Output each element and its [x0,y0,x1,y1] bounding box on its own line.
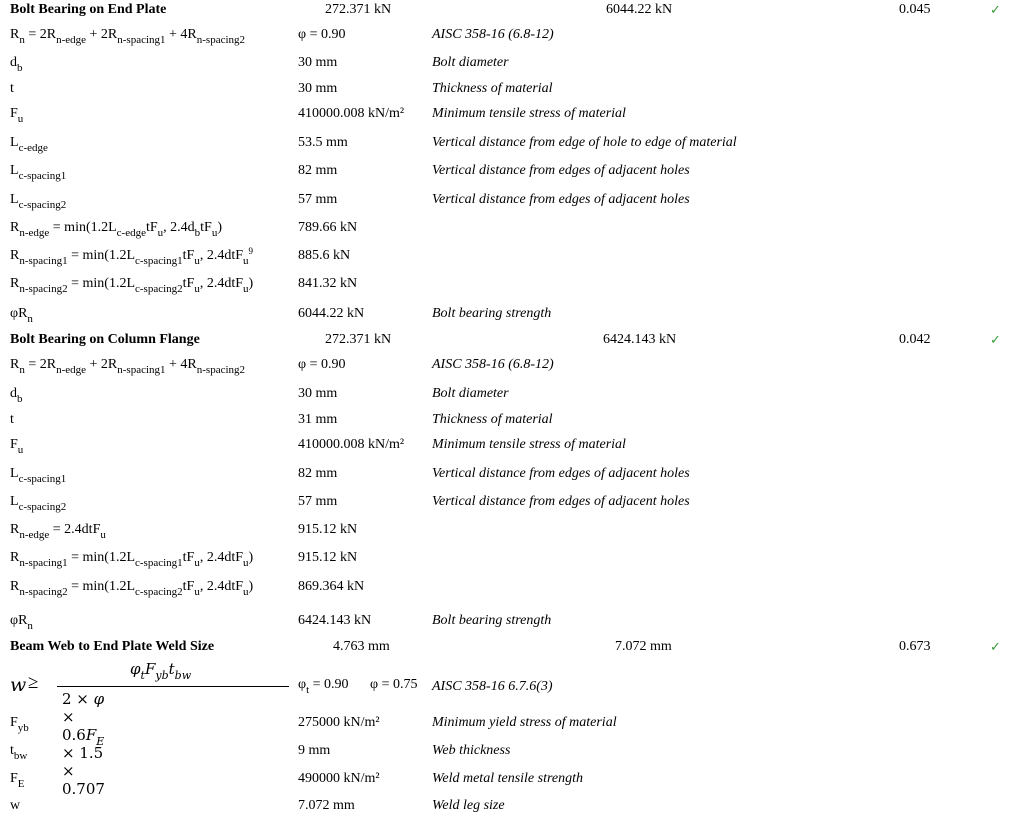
param-row [0,53,1019,79]
param-row [0,218,1019,244]
param-symbol: $\varphi R_n$ [10,306,33,325]
ratio-value: 0.042 [899,332,931,347]
param-value: 53.5 mm [298,135,348,150]
param-row [0,520,1019,546]
formula-expression: $R_n = 2R_{n-edge} + 2R_{n-spacing1} + 4R_{n-spacing2}$ [10,27,246,46]
param-value: 30 mm [298,386,338,401]
param-description: Vertical distance from edge of hole to edge of material [432,135,737,150]
param-value: 30 mm [298,55,338,70]
param-description: Vertical distance from edges of adjacent holes [432,163,690,178]
param-row [0,741,1019,767]
formula-row: w ≥ $\varphi_tF_{yb}t_{bw}$ $2 \times \varphi \times 0.6F_E \times 1.5 \times 0.707$ $\varphi_t = 0.90$ φ = 0.75 AISC 358-16 6.7.6(3) [10,660,553,798]
param-symbol: t [10,412,14,427]
formula-row [0,355,1019,381]
param-symbol: $\varphi R_n$ [10,613,33,632]
section-header-end-plate [0,0,1019,26]
param-description: Vertical distance from edges of adjacent holes [432,192,690,207]
param-description: Weld leg size [432,798,505,813]
param-row [0,384,1019,410]
param-description: Web thickness [432,743,511,758]
param-description: Minimum tensile stress of material [432,437,626,452]
param-row [0,492,1019,518]
param-symbol: t [10,81,14,96]
param-value: 57 mm [298,192,338,207]
equation-rn-spacing2: $R_{n-spacing2} = \min(1.2L_{c-spacing2}tF_u$, 2.4dtF$_u$) [10,276,254,295]
capacity-value: 7.072 mm [615,639,672,654]
param-description: Thickness of material [432,412,553,427]
formula-row [0,25,1019,51]
param-symbol: $L_{c-spacing2}$ [10,494,67,513]
equation-rn-spacing1: $R_{n-spacing1} = \min(1.2L_{c-spacing1}tF_u$, 2.4dtF$_u$) [10,550,254,569]
equation-rn-edge: $R_{n-edge} = \min(1.2L_{c-edge}tF_u$, $2.4d_btF_u$) [10,220,223,239]
param-row [0,435,1019,461]
param-description: Bolt bearing strength [432,306,552,321]
code-reference: AISC 358-16 6.7.6(3) [432,679,553,694]
equation-rn-edge: $R_{n-edge} = 2.4dtF_u$ [10,522,106,541]
param-description: Minimum yield stress of material [432,715,617,730]
param-value: 6424.143 kN [298,613,372,628]
param-symbol: $d_b$ [10,55,23,74]
param-row [0,190,1019,216]
param-value: 82 mm [298,163,338,178]
phi-value: φ = 0.90 [298,357,346,372]
section-header-column-flange [0,330,1019,356]
param-row [0,796,1019,822]
param-row [0,577,1019,603]
section-title: Beam Web to End Plate Weld Size [10,639,215,654]
param-description: Bolt bearing strength [432,613,552,628]
phi-value: φ = 0.90 [298,27,346,42]
param-symbol: $d_b$ [10,386,23,405]
param-row [0,304,1019,330]
demand-value: 272.371 kN [325,332,392,347]
param-symbol: $F_u$ [10,437,24,456]
ratio-value: 0.045 [899,2,931,17]
equation-rn-spacing1: $R_{n-spacing1} = \min(1.2L_{c-spacing1}tF_u$, 2.4dtF$_u^9$ [10,246,254,267]
param-value: 410000.008 kN/m² [298,437,405,452]
param-row [0,713,1019,739]
param-value: 410000.008 kN/m² [298,106,405,121]
param-value: 57 mm [298,494,338,509]
param-value: 7.072 mm [298,798,355,813]
capacity-value: 6044.22 kN [606,2,673,17]
param-row [0,548,1019,574]
param-symbol: $F_E$ [10,771,25,790]
phi-t-value: $\varphi_t = 0.90$ [298,677,349,696]
param-row [0,161,1019,187]
param-symbol: $L_{c-spacing2}$ [10,192,67,211]
param-description: Weld metal tensile strength [432,771,583,786]
capacity-value: 6424.143 kN [603,332,677,347]
param-row [0,410,1019,436]
param-value: 82 mm [298,466,338,481]
param-row [0,769,1019,795]
param-row [0,464,1019,490]
param-row [0,274,1019,300]
param-symbol: w [10,798,21,813]
check-icon: ✓ [990,2,1001,17]
code-reference: AISC 358-16 (6.8-12) [432,27,554,42]
param-symbol: $L_{c-spacing1}$ [10,163,67,182]
param-row [0,246,1019,272]
param-symbol: $t_{bw}$ [10,743,28,762]
param-value: 31 mm [298,412,338,427]
param-description: Vertical distance from edges of adjacent holes [432,466,690,481]
code-reference: AISC 358-16 (6.8-12) [432,357,554,372]
param-value: 490000 kN/m² [298,771,380,786]
param-symbol: $L_{c-edge}$ [10,135,48,154]
param-row [0,611,1019,637]
param-value: 789.66 kN [298,220,358,235]
section-title: Bolt Bearing on Column Flange [10,332,200,347]
param-value: 915.12 kN [298,522,358,537]
param-row [0,104,1019,130]
param-value: 30 mm [298,81,338,96]
param-value: 841.32 kN [298,276,358,291]
param-value: 275000 kN/m² [298,715,380,730]
section-title: Bolt Bearing on End Plate [10,2,167,17]
param-row [0,133,1019,159]
param-value: 885.6 kN [298,248,351,263]
check-icon: ✓ [990,332,1001,347]
formula-expression: $R_n = 2R_{n-edge} + 2R_{n-spacing1} + 4R_{n-spacing2}$ [10,357,246,376]
param-description: Vertical distance from edges of adjacent holes [432,494,690,509]
param-value: 9 mm [298,743,331,758]
param-description: Minimum tensile stress of material [432,106,626,121]
param-description: Bolt diameter [432,55,509,70]
param-row [0,79,1019,105]
ratio-value: 0.673 [899,639,931,654]
param-description: Thickness of material [432,81,553,96]
param-value: 869.364 kN [298,579,365,594]
param-value: 915.12 kN [298,550,358,565]
param-symbol: $L_{c-spacing1}$ [10,466,67,485]
param-symbol: $F_u$ [10,106,24,125]
phi-value: φ = 0.75 [370,677,418,692]
param-symbol: $F_{yb}$ [10,715,29,734]
param-description: Bolt diameter [432,386,509,401]
check-icon: ✓ [990,639,1001,654]
demand-value: 4.763 mm [333,639,390,654]
equation-rn-spacing2: $R_{n-spacing2} = \min(1.2L_{c-spacing2}tF_u$, 2.4dtF$_u$) [10,579,254,598]
demand-value: 272.371 kN [325,2,392,17]
param-value: 6044.22 kN [298,306,365,321]
